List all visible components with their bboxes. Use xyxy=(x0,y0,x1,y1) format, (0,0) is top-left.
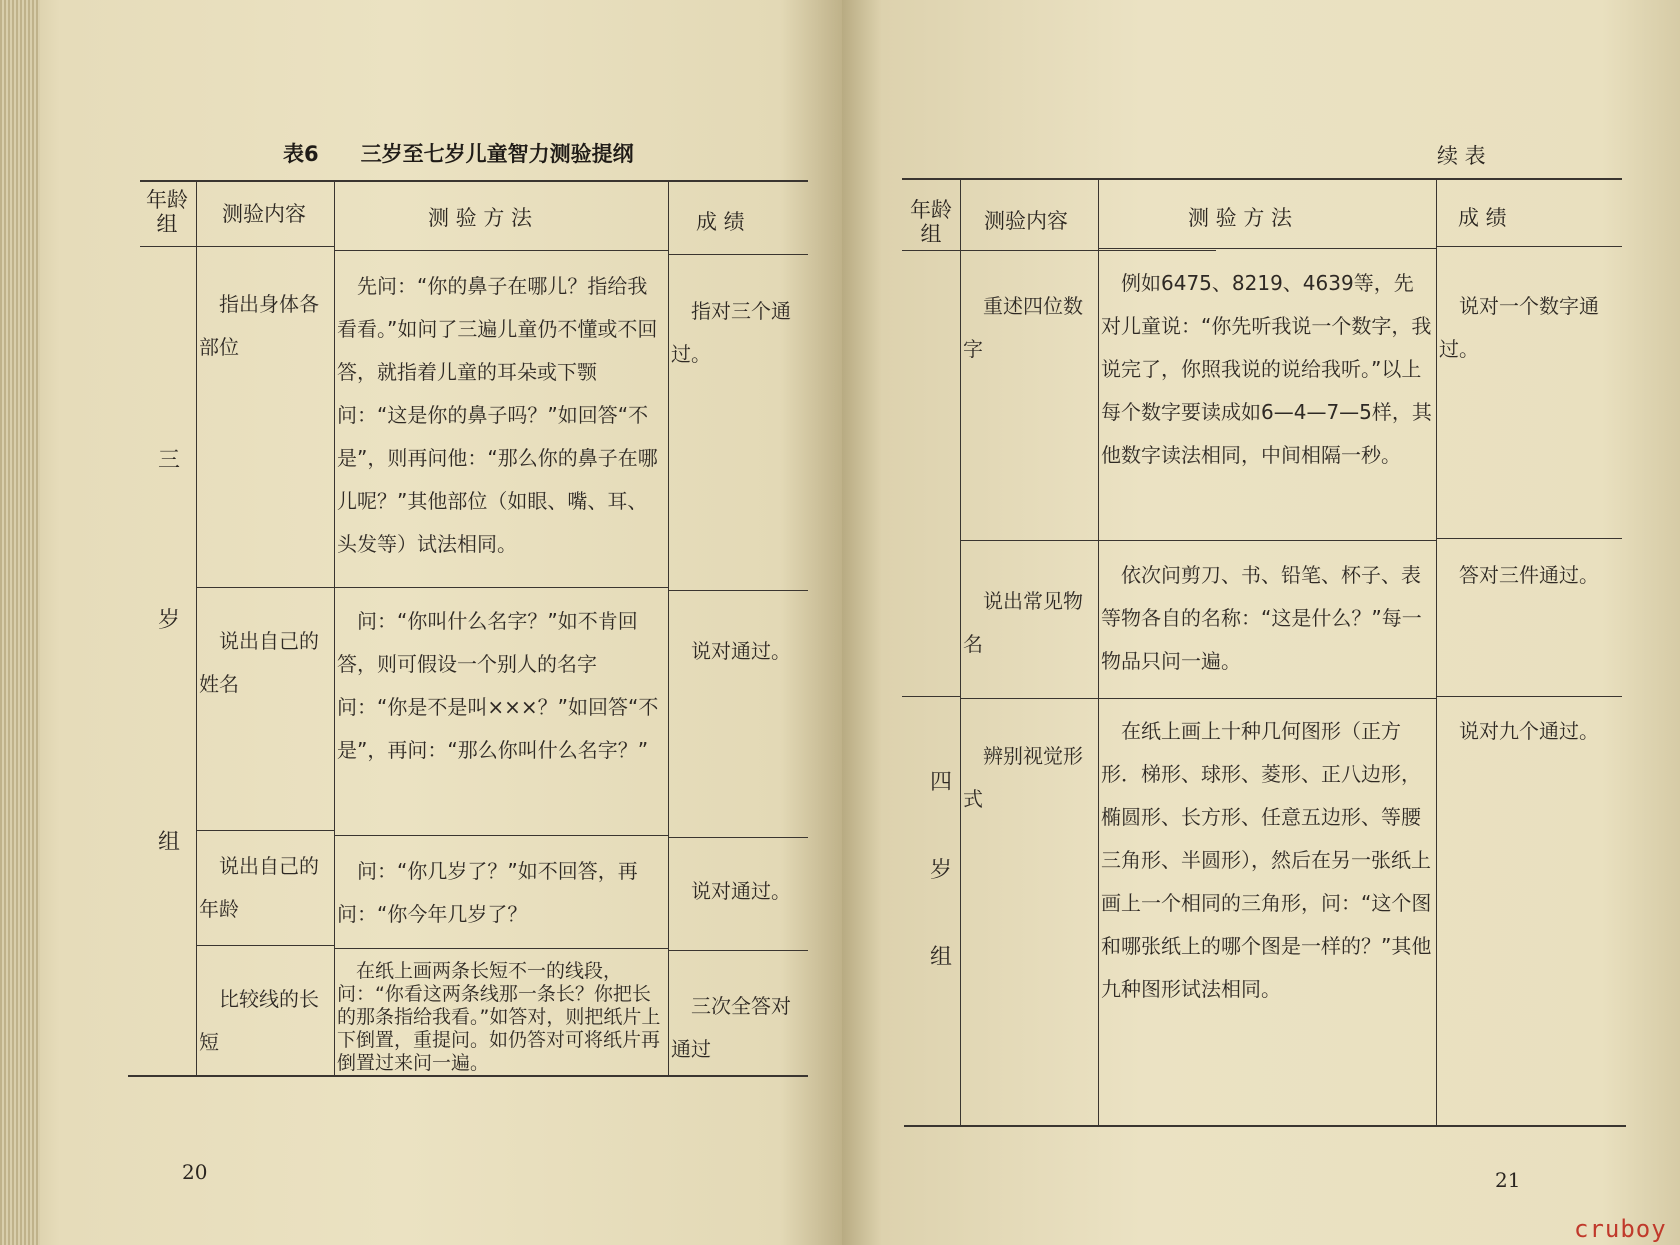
table-cell-method: 先问：“你的鼻子在哪儿？指给我看看。”如问了三遍儿童仍不懂或不回答，就指着儿童的耳朵或下颚问：“这是你的鼻子吗？”如回答“不是”，则再问他：“那么你的鼻子在哪儿呢？”其他部位（如眼、嘴、耳、头发等）试法相同。 xyxy=(337,274,658,556)
header-age-group: 年龄组 xyxy=(146,188,188,236)
header-age-group: 年龄组 xyxy=(910,198,952,246)
header-method: 测 验 方 法 xyxy=(428,206,533,230)
table-bottom-rule xyxy=(128,1075,808,1077)
page-number: 21 xyxy=(1495,1168,1521,1192)
header-method: 测 验 方 法 xyxy=(1188,206,1293,230)
table-cell-score: 说对九个通过。 xyxy=(1459,719,1599,743)
header-content: 测验内容 xyxy=(222,202,306,226)
table-cell-method: 在纸上画上十种几何图形（正方形．梯形、球形、菱形、正八边形，椭圆形、长方形、任意五边形、等腰三角形、半圆形），然后在另一张纸上画上一个相同的三角形，问：“这个图和哪张纸上的哪个图是一样的？”其他九种图形试法相同。 xyxy=(1101,719,1432,1001)
continued-label: 续 表 xyxy=(1437,144,1486,168)
age-group-char: 组 xyxy=(158,830,181,855)
table-cell-method: 依次问剪刀、书、铅笔、杯子、表等物各自的名称：“这是什么？”每一物品只问一遍。 xyxy=(1101,563,1422,673)
table-cell-content: 比较线的长短 xyxy=(199,987,319,1054)
table-title: 表6 三岁至七岁儿童智力测验提纲 xyxy=(283,142,634,166)
table-cell-content: 说出自己的年龄 xyxy=(199,854,319,921)
table-cell-score: 说对一个数字通过。 xyxy=(1439,294,1599,361)
table-top-rule xyxy=(902,178,1622,180)
table-cell-content: 重述四位数字 xyxy=(963,294,1083,361)
table-cell-score: 三次全答对通过 xyxy=(671,994,791,1061)
age-group-char: 岁 xyxy=(158,608,181,633)
table-cell-content: 说出自己的姓名 xyxy=(199,629,319,696)
table-cell-content: 指出身体各部位 xyxy=(199,292,319,359)
age-group-char: 四 xyxy=(930,770,953,795)
table-cell-score: 答对三件通过。 xyxy=(1459,563,1599,587)
table-bottom-rule xyxy=(904,1125,1626,1127)
page-edges xyxy=(0,0,40,1245)
table-cell-method: 例如6475、8219、4639等，先对儿童说：“你先听我说一个数字，我说完了，你照我说的说给我听。”以上每个数字要读成如6—4—7—5样，其他数字读法相同，中间相隔一秒。 xyxy=(1101,271,1432,467)
page-number: 20 xyxy=(182,1160,208,1184)
age-group-char: 组 xyxy=(930,945,953,970)
table-cell-score: 指对三个通过。 xyxy=(671,299,791,366)
table-cell-method: 问：“你叫什么名字？”如不肯回答，则可假设一个别人的名字问：“你是不是叫×××？”如回答“不是”，再问：“那么你叫什么名字？” xyxy=(337,609,659,762)
age-group-char: 三 xyxy=(158,448,181,473)
header-content: 测验内容 xyxy=(984,209,1068,233)
table-cell-method: 问：“你几岁了？”如不回答，再问：“你今年几岁了？ xyxy=(337,859,638,926)
header-score: 成 绩 xyxy=(1458,206,1507,230)
age-group-char: 岁 xyxy=(930,858,953,883)
table-cell-score: 说对通过。 xyxy=(691,879,791,903)
watermark: cruboy xyxy=(1574,1215,1667,1243)
table-cell-score: 说对通过。 xyxy=(691,639,791,663)
header-score: 成 绩 xyxy=(696,210,745,234)
table-cell-content: 辨别视觉形式 xyxy=(963,744,1083,811)
table-cell-content: 说出常见物名 xyxy=(963,589,1083,656)
table-top-rule xyxy=(140,180,808,182)
table-cell-method: 在纸上画两条长短不一的线段，问：“你看这两条线那一条长？你把长的那条指给我看。”如答对，则把纸片上下倒置，重提问。如仍答对可将纸片再倒置过来问一遍。 xyxy=(337,960,661,1074)
right-page xyxy=(842,0,1680,1245)
